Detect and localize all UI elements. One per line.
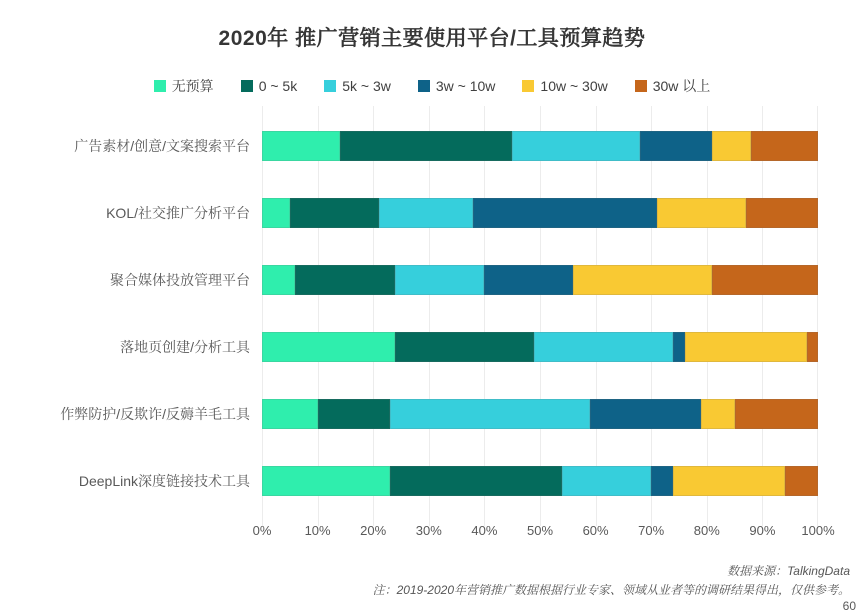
bar-segment — [807, 332, 818, 362]
legend-item — [522, 78, 607, 94]
bar-segment — [751, 131, 818, 161]
bar-row — [8, 313, 818, 380]
legend-swatch-icon — [522, 80, 534, 92]
x-tick-label: 70% — [638, 523, 665, 538]
bar-segment — [262, 399, 318, 429]
bar-segment — [735, 399, 818, 429]
bar-segment — [262, 198, 290, 228]
category-label: 作弊防护/反欺诈/反薅羊毛工具 — [60, 405, 250, 422]
bar-segment — [673, 466, 784, 496]
bar-row — [8, 112, 818, 179]
x-axis — [252, 514, 835, 544]
x-tick-label: 0% — [252, 523, 272, 538]
bar-segment — [701, 399, 734, 429]
x-tick-label: 40% — [471, 523, 498, 538]
bar-segment — [395, 265, 484, 295]
x-tick-label: 20% — [360, 523, 387, 538]
page-number: 60 — [842, 599, 856, 613]
category-label: 聚合媒体投放管理平台 — [110, 271, 250, 288]
x-tick-label: 30% — [415, 523, 442, 538]
bar-segment — [395, 332, 534, 362]
legend-label: 无预算 — [171, 78, 214, 94]
category-label: 广告素材/创意/文案搜索平台 — [74, 137, 250, 154]
bar-segment — [573, 265, 712, 295]
x-tick-label: 80% — [693, 523, 720, 538]
stacked-bar — [262, 332, 818, 362]
legend-item — [324, 78, 391, 94]
bar-segment — [562, 466, 651, 496]
bar-row — [8, 380, 818, 447]
x-tick-label: 90% — [749, 523, 776, 538]
bar-row — [8, 179, 818, 246]
legend-label: 30w 以上 — [652, 78, 711, 94]
legend-label: 3w ~ 10w — [435, 78, 496, 94]
bar-rows — [8, 112, 818, 514]
x-tick-label: 60% — [582, 523, 609, 538]
bar-segment — [262, 332, 395, 362]
bar-segment — [712, 265, 818, 295]
bar-segment — [262, 131, 340, 161]
stacked-bar — [262, 265, 818, 295]
legend — [0, 76, 864, 96]
bar-segment — [379, 198, 474, 228]
stacked-bar — [262, 466, 818, 496]
legend-swatch-icon — [324, 80, 336, 92]
bar-segment — [640, 131, 712, 161]
bar-segment — [746, 198, 818, 228]
bar-segment — [473, 198, 656, 228]
bar-segment — [290, 198, 379, 228]
bar-segment — [390, 399, 590, 429]
x-tick-label: 50% — [526, 523, 554, 538]
bar-segment — [785, 466, 818, 496]
legend-swatch-icon — [635, 80, 647, 92]
bar-segment — [484, 265, 573, 295]
footnote: 注：2019-2020年营销推广数据根据行业专家、领域从业者等的调研结果得出，仅供参考。 — [372, 583, 850, 597]
bar-segment — [262, 466, 390, 496]
bar-segment — [390, 466, 562, 496]
x-tick-label: 10% — [304, 523, 331, 538]
bar-segment — [673, 332, 684, 362]
bar-segment — [318, 399, 390, 429]
category-label: 落地页创建/分析工具 — [120, 338, 250, 355]
bar-segment — [262, 265, 295, 295]
chart-title: 2020年 推广营销主要使用平台/工具预算趋势 — [218, 27, 646, 50]
stacked-bar-chart — [8, 112, 835, 544]
category-label: KOL/社交推广分析平台 — [106, 204, 250, 221]
bar-segment — [295, 265, 395, 295]
bar-segment — [534, 332, 673, 362]
bar-segment — [712, 131, 751, 161]
bar-row — [8, 447, 818, 514]
legend-label: 10w ~ 30w — [540, 78, 608, 94]
legend-swatch-icon — [241, 80, 253, 92]
legend-swatch-icon — [154, 80, 166, 92]
bar-row — [8, 246, 818, 313]
legend-item — [154, 76, 214, 96]
x-tick-label: 100% — [801, 523, 835, 538]
legend-label: 5k ~ 3w — [342, 78, 391, 94]
legend-item — [241, 78, 298, 94]
bar-segment — [590, 399, 701, 429]
legend-label: 0 ~ 5k — [258, 78, 298, 94]
data-source: 数据来源：TalkingData — [727, 564, 850, 578]
bar-segment — [685, 332, 807, 362]
legend-item — [418, 78, 496, 94]
stacked-bar — [262, 131, 818, 161]
stacked-bar — [262, 198, 818, 228]
category-label: DeepLink深度链接技术工具 — [78, 472, 250, 489]
bar-segment — [657, 198, 746, 228]
bar-segment — [340, 131, 512, 161]
legend-item — [635, 76, 711, 96]
legend-swatch-icon — [418, 80, 430, 92]
bar-segment — [512, 131, 640, 161]
stacked-bar — [262, 399, 818, 429]
footer — [373, 562, 850, 600]
bar-segment — [651, 466, 673, 496]
